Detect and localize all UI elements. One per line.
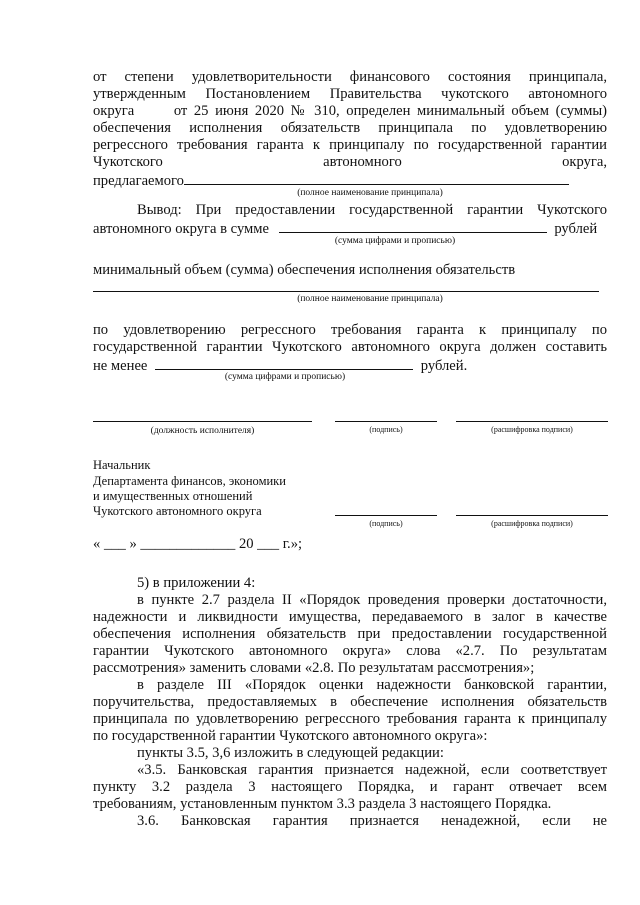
caption-principal-name-2: (полное наименование принципала) <box>297 294 443 304</box>
text-line: «3.5. Банковская гарантия признается надежной, если соответствует <box>137 762 607 778</box>
text-line: поручительства, предоставляемых в обеспечение исполнения обязательств <box>93 694 607 710</box>
caption-sum: (сумма цифрами и прописью) <box>334 236 456 246</box>
conclusion-line: Вывод: При предоставлении государственной гарантии Чукотского <box>137 202 607 218</box>
head-line: Начальник <box>93 458 151 472</box>
text-line: надежности и ликвидности имущества, передаваемого в залог в качестве <box>93 609 607 625</box>
proposed-label: предлагаемого <box>93 173 184 189</box>
caption-decoding: (расшифровка подписи) <box>491 425 573 434</box>
min-volume-line: минимальный объем (сумма) обеспечения исполнения обязательств <box>93 262 516 278</box>
signature-rule-2 <box>335 515 437 516</box>
text-line: регрессного требования гаранта к принципалу по государственной гарантии <box>93 137 607 153</box>
principal-name-field <box>184 171 569 185</box>
rubles-label-2: рублей. <box>420 358 468 374</box>
text-line: 3.6. Банковская гарантия признается ненадежной, если не <box>137 813 607 829</box>
decoding-rule-2 <box>456 515 608 516</box>
minimum-label: не менее <box>93 358 148 374</box>
text-line: государственной гарантии Чукотского автономного округа должен составить <box>93 339 607 355</box>
caption-position: (должность исполнителя) <box>150 426 255 436</box>
position-rule <box>93 421 312 422</box>
item-5: 5) в приложении 4: <box>137 575 256 591</box>
caption-principal-name: (полное наименование принципала) <box>297 188 443 198</box>
principal-name-rule <box>93 291 599 292</box>
signature-rule <box>335 421 437 422</box>
minimum-sum-field <box>155 356 413 370</box>
decoding-rule <box>456 421 608 422</box>
sum-field <box>279 219 547 233</box>
head-line: Департамента финансов, экономики <box>93 474 286 488</box>
text-line: по государственной гарантии Чукотского автономного округа»: <box>93 728 488 744</box>
conclusion-label: автономного округа в сумме <box>93 221 270 237</box>
text-line: утвержденным Постановлением Правительства чукотского автономного <box>93 86 607 102</box>
text-line <box>93 103 607 120</box>
head-line: Чукотского автономного округа <box>93 504 262 518</box>
caption-signature-2: (подпись) <box>369 519 403 528</box>
text-line: обеспечения исполнения обязательств принципала по удовлетворению <box>93 120 607 136</box>
text-line: принципала по удовлетворению регрессного требования гаранта к принципалу <box>93 711 607 727</box>
text-line-inner: округа от 25 июня 2020 № 310, определен минимальный объем (суммы) <box>93 103 607 119</box>
rubles-label: рублей <box>554 221 598 237</box>
date-line: « ___ » _____________ 20 ___ г.»; <box>93 536 303 552</box>
caption-decoding-2: (расшифровка подписи) <box>491 519 573 528</box>
text-line: пункту 3.2 раздела 3 настоящего Порядка, и гарант отвечает всем <box>93 779 607 795</box>
text-line: Чукотского автономного округа, <box>93 154 607 170</box>
text-line: требованиям, установленным пунктом 3.3 раздела 3 настоящего Порядка. <box>93 796 552 812</box>
text-line: рассмотрения» заменить словами «2.8. По результатам рассмотрения»; <box>93 660 535 676</box>
text-line: обеспечения исполнения обязательств при предоставлении государственной <box>93 626 607 642</box>
text-line: в разделе III «Порядок оценки надежности банковской гарантии, <box>137 677 607 693</box>
text-line: пункты 3.5, 3,6 изложить в следующей редакции: <box>137 745 444 761</box>
caption-signature: (подпись) <box>369 425 403 434</box>
caption-sum-2: (сумма цифрами и прописью) <box>224 372 346 382</box>
text-line: гарантии Чукотского автономного округа» слова «2.7. По результатам <box>93 643 607 659</box>
head-line: и имущественных отношений <box>93 489 253 503</box>
text-line: от степени удовлетворительности финансового состояния принципала, <box>93 69 607 85</box>
text-line: в пункте 2.7 раздела II «Порядок проведения проверки достаточности, <box>137 592 607 608</box>
text-line: по удовлетворению регрессного требования гаранта к принципалу по <box>93 322 607 338</box>
